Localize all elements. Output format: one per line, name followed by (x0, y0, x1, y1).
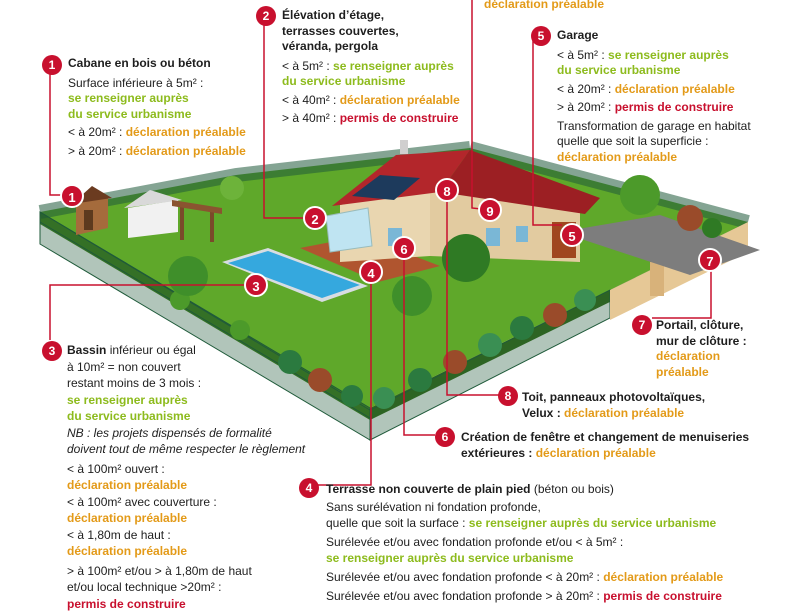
marker-7-title: 7 (632, 315, 652, 335)
garage-value: permis de construire (615, 100, 734, 114)
window-right-2 (516, 226, 528, 242)
marker-4: 4 (359, 260, 383, 284)
bassin-line: < à 100m² avec couverture : (67, 494, 305, 511)
toit-title: Toit, panneaux photovoltaïques, (522, 390, 705, 406)
marker-6-title: 6 (435, 427, 455, 447)
window-right (486, 228, 500, 246)
terrasse-block (326, 481, 723, 604)
portail-title: mur de clôture : (656, 334, 747, 350)
garage-line: Transformation de garage en habitat (557, 119, 751, 135)
fenetre-block (461, 430, 749, 461)
terrasse-value: se renseigner auprès du service urbanisme (469, 516, 716, 530)
bassin-value: se renseigner auprès (67, 392, 305, 409)
bassin-line: et/ou local technique >20m² : (67, 579, 305, 596)
bassin-block (67, 342, 305, 612)
fenetre-label: extérieures : (461, 446, 536, 460)
bassin-note: doivent tout de même respecter le règlement (67, 441, 305, 458)
elevation-value: du service urbanisme (282, 74, 460, 90)
bassin-line: à 10m² = non couvert (67, 359, 305, 376)
garage-value: du service urbanisme (557, 63, 751, 79)
bassin-note: NB : les projets dispensés de formalité (67, 425, 305, 442)
cabane-value: déclaration préalable (126, 125, 246, 139)
marker-3-title: 3 (42, 341, 62, 361)
bassin-value: permis de construire (67, 596, 305, 612)
fenetre-title: Création de fenêtre et changement de menuiseries (461, 430, 749, 446)
bassin-value: déclaration préalable (67, 477, 305, 494)
toit-value: déclaration préalable (564, 406, 684, 420)
marker-1: 1 (60, 184, 84, 208)
elevation-title: terrasses couvertes, (282, 24, 460, 40)
garage-value: se renseigner auprès (608, 48, 729, 62)
portail-value: déclaration (656, 349, 747, 365)
bassin-line: < à 100m² ouvert : (67, 461, 305, 478)
veranda (326, 208, 372, 252)
elevation-title: véranda, pergola (282, 39, 460, 55)
bassin-line: < à 1,80m de haut : (67, 527, 305, 544)
marker-1-title: 1 (42, 55, 62, 75)
marker-8: 8 (435, 178, 459, 202)
elevation-title: Élévation d’étage, (282, 8, 460, 24)
bassin-value: du service urbanisme (67, 408, 305, 425)
chimney (400, 140, 408, 154)
cabane-line: Surface inférieure à 5m² : (68, 76, 246, 92)
terrasse-line: Surélevée et/ou avec fondation profonde et/ou < à 5m² : (326, 534, 723, 550)
elevation-label: > à 40m² : (282, 111, 340, 125)
garage-title: Garage (557, 28, 751, 44)
cabane-line: du service urbanisme (68, 107, 246, 123)
terrasse-title-rest: (béton ou bois) (531, 482, 614, 496)
garage-value: déclaration préalable (557, 150, 751, 166)
portail-title: Portail, clôture, (656, 318, 747, 334)
garage-block (557, 28, 751, 165)
terrasse-label: Surélevée et/ou avec fondation profonde > à 20m² : (326, 589, 603, 603)
terrasse-label: Surélevée et/ou avec fondation profonde < à 20m² : (326, 570, 603, 584)
garage-line: quelle que soit la superficie : (557, 134, 751, 150)
toit-block (522, 390, 705, 421)
portail-block (656, 318, 747, 380)
marker-7: 7 (698, 248, 722, 272)
marker-5: 5 (560, 223, 584, 247)
garage-label: < à 5m² : (557, 48, 608, 62)
marker-3: 3 (244, 273, 268, 297)
elevation-block (282, 8, 460, 127)
elevation-value: permis de construire (340, 111, 459, 125)
cabane-line: se renseigner auprès (68, 91, 246, 107)
bassin-line: > à 100m² et/ou > à 1,80m de haut (67, 563, 305, 580)
terrasse-value: permis de construire (603, 589, 722, 603)
bassin-line: restant moins de 3 mois : (67, 375, 305, 392)
terrasse-value: se renseigner auprès du service urbanisme (326, 550, 723, 566)
marker-9: 9 (478, 198, 502, 222)
fenetre-value: déclaration préalable (536, 446, 656, 460)
elevation-label: < à 40m² : (282, 93, 340, 107)
terrasse-line: Sans surélévation ni fondation profonde, (326, 499, 723, 515)
bassin-value: déclaration préalable (67, 543, 305, 560)
elevation-label: < à 5m² : (282, 59, 333, 73)
terrasse-title: Terrasse non couverte de plain pied (326, 482, 531, 496)
garage-value: déclaration préalable (615, 82, 735, 96)
marker-2-title: 2 (256, 6, 276, 26)
gate-pillar (650, 262, 664, 296)
marker-2: 2 (303, 206, 327, 230)
elevation-value: se renseigner auprès (333, 59, 454, 73)
bassin-title-rest: inférieur ou égal (106, 343, 195, 357)
terrasse-value: déclaration préalable (603, 570, 723, 584)
cabane-block (68, 56, 246, 159)
portail-value: préalable (656, 365, 747, 381)
bassin-value: déclaration préalable (67, 510, 305, 527)
cabane-label: < à 20m² : (68, 125, 126, 139)
top-note-text: déclaration préalable (484, 0, 604, 11)
garage-label: > à 20m² : (557, 100, 615, 114)
marker-5-title: 5 (531, 26, 551, 46)
cabane-title: Cabane en bois ou béton (68, 56, 246, 72)
marker-8-title: 8 (498, 386, 518, 406)
terrasse-label: quelle que soit la surface : (326, 516, 469, 530)
bassin-title: Bassin (67, 343, 106, 357)
marker-6: 6 (392, 236, 416, 260)
garage-label: < à 20m² : (557, 82, 615, 96)
elevation-value: déclaration préalable (340, 93, 460, 107)
cabane-label: > à 20m² : (68, 144, 126, 158)
toit-label: Velux : (522, 406, 564, 420)
marker-4-title: 4 (299, 478, 319, 498)
cabane-value: déclaration préalable (126, 144, 246, 158)
